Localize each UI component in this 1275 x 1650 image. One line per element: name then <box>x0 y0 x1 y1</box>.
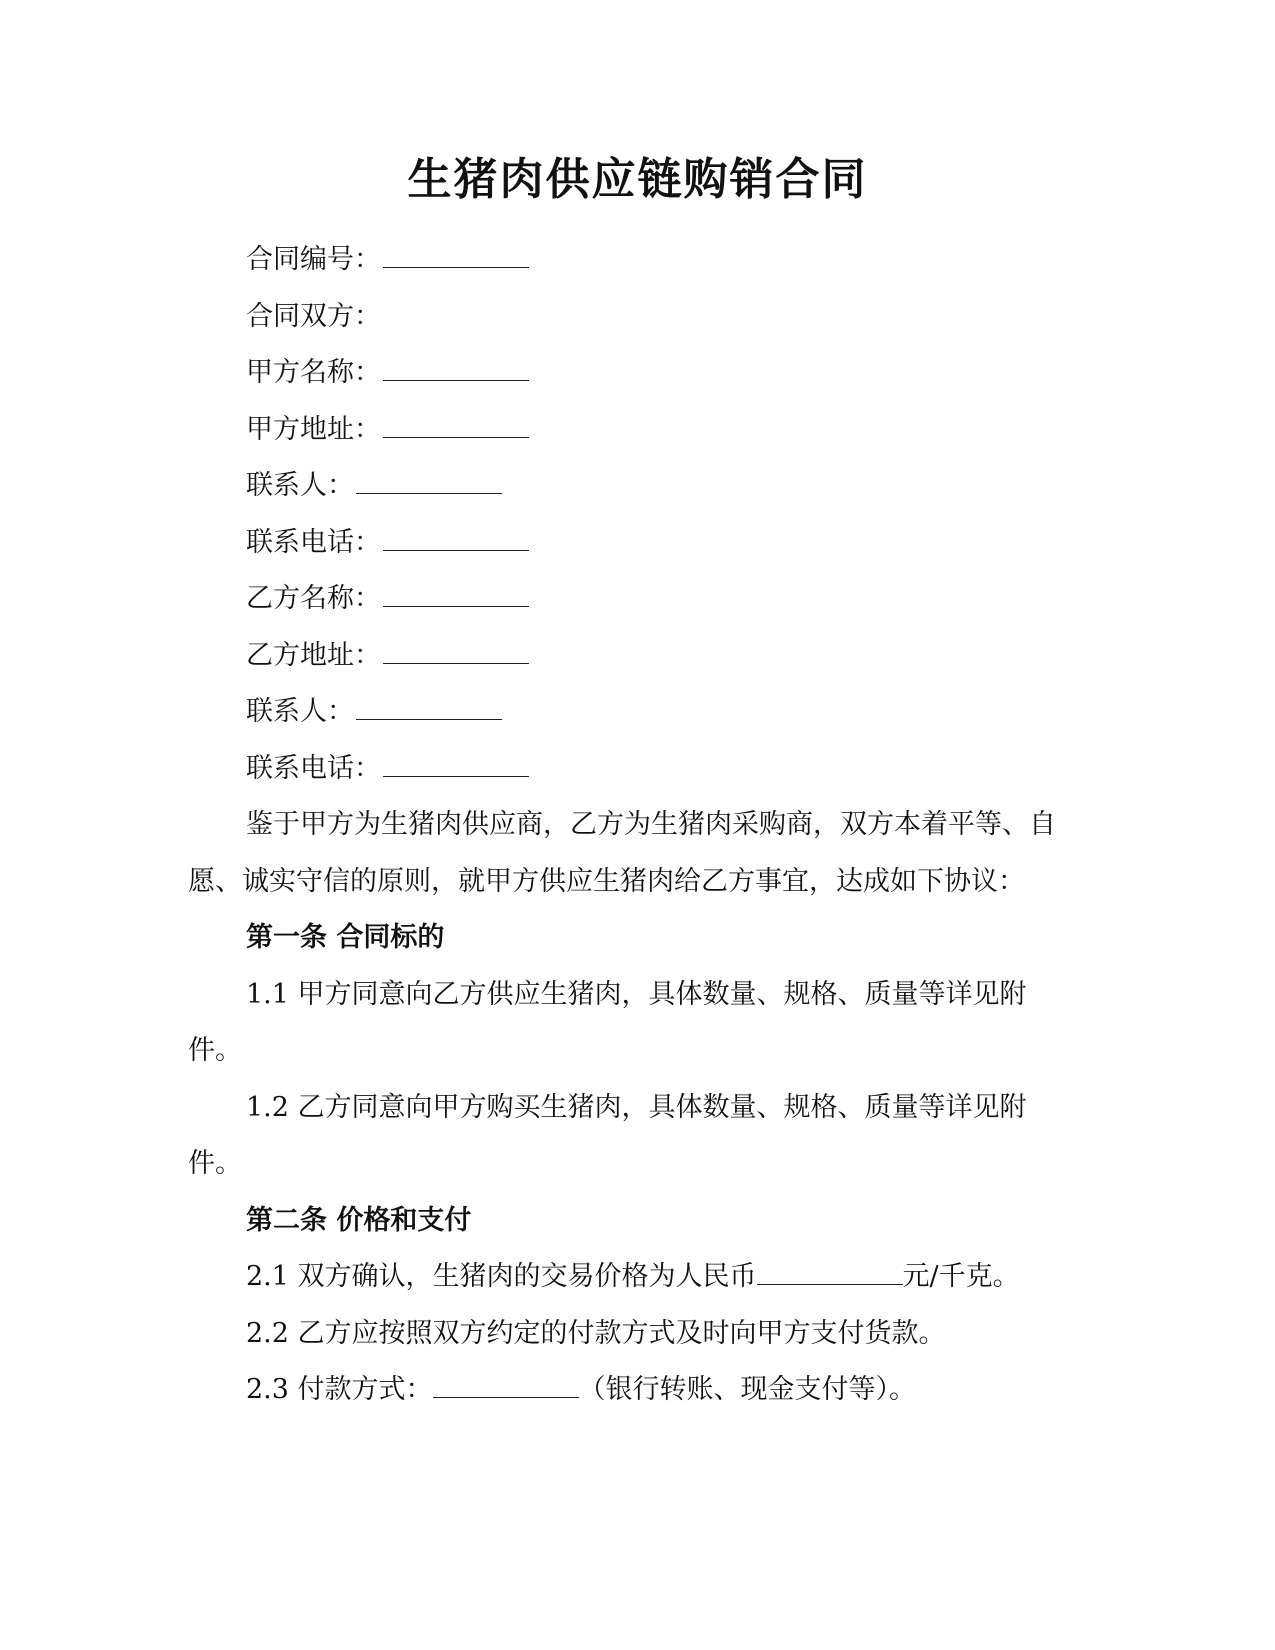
field-party-b-contact <box>188 684 1058 741</box>
field-parties <box>188 289 1058 346</box>
field-label: 合同编号： <box>246 244 381 275</box>
field-contract-number <box>188 232 1058 289</box>
fill-blank <box>356 469 502 494</box>
field-label: 甲方名称： <box>246 357 381 388</box>
article-2-heading: 第二条 价格和支付 <box>246 1204 472 1236</box>
document-body <box>188 232 1058 1419</box>
document-title: 生猪肉供应链购销合同 <box>407 154 868 205</box>
field-party-b-name <box>188 571 1058 628</box>
fill-blank <box>433 1373 579 1398</box>
field-label: 联系电话： <box>246 526 381 558</box>
fill-blank <box>383 582 529 607</box>
fill-blank <box>383 752 529 777</box>
clause-2-1 <box>188 1249 1058 1306</box>
field-label: 联系电话： <box>246 752 381 784</box>
field-label: 联系人： <box>246 470 354 501</box>
preamble-paragraph: 鉴于甲方为生猪肉供应商，乙方为生猪肉采购商，双方本着平等、自愿、诚实守信的原则，就甲方供应生猪肉给乙方事宜，达成如下协议： <box>188 809 1056 897</box>
clause-text: 元/千克。 <box>902 1261 1020 1292</box>
field-party-b-address <box>188 628 1058 685</box>
fill-blank <box>383 639 529 664</box>
field-party-a-contact <box>188 458 1058 515</box>
field-party-a-address <box>188 402 1058 459</box>
field-label: 甲方地址： <box>246 413 381 445</box>
field-label: 乙方名称： <box>246 583 381 614</box>
clause-text: 2.2 乙方应按照双方约定的付款方式及时向甲方支付货款。 <box>246 1317 946 1349</box>
field-label: 乙方地址： <box>246 639 381 671</box>
field-label: 联系人： <box>246 696 354 727</box>
fill-blank <box>383 243 529 268</box>
fill-blank <box>356 695 502 720</box>
field-label: 合同双方： <box>246 300 381 332</box>
clause-1-1: 1.1 甲方同意向乙方供应生猪肉，具体数量、规格、质量等详见附件。 <box>188 978 1027 1066</box>
fill-blank <box>757 1260 903 1285</box>
clause-2-2 <box>188 1306 1058 1363</box>
field-party-a-phone <box>188 515 1058 572</box>
fill-blank <box>383 356 529 381</box>
field-party-b-phone <box>188 741 1058 798</box>
article-1-heading: 第一条 合同标的 <box>246 922 445 953</box>
clause-text: 2.3 付款方式： <box>246 1374 433 1405</box>
field-party-a-name <box>188 345 1058 402</box>
clause-2-3 <box>188 1362 1058 1419</box>
fill-blank <box>383 526 529 551</box>
clause-text: （银行转账、现金支付等）。 <box>578 1374 917 1405</box>
fill-blank <box>383 413 529 438</box>
clause-1-2: 1.2 乙方同意向甲方购买生猪肉，具体数量、规格、质量等详见附件。 <box>188 1091 1027 1179</box>
clause-text: 2.1 双方确认，生猪肉的交易价格为人民币 <box>246 1261 757 1292</box>
